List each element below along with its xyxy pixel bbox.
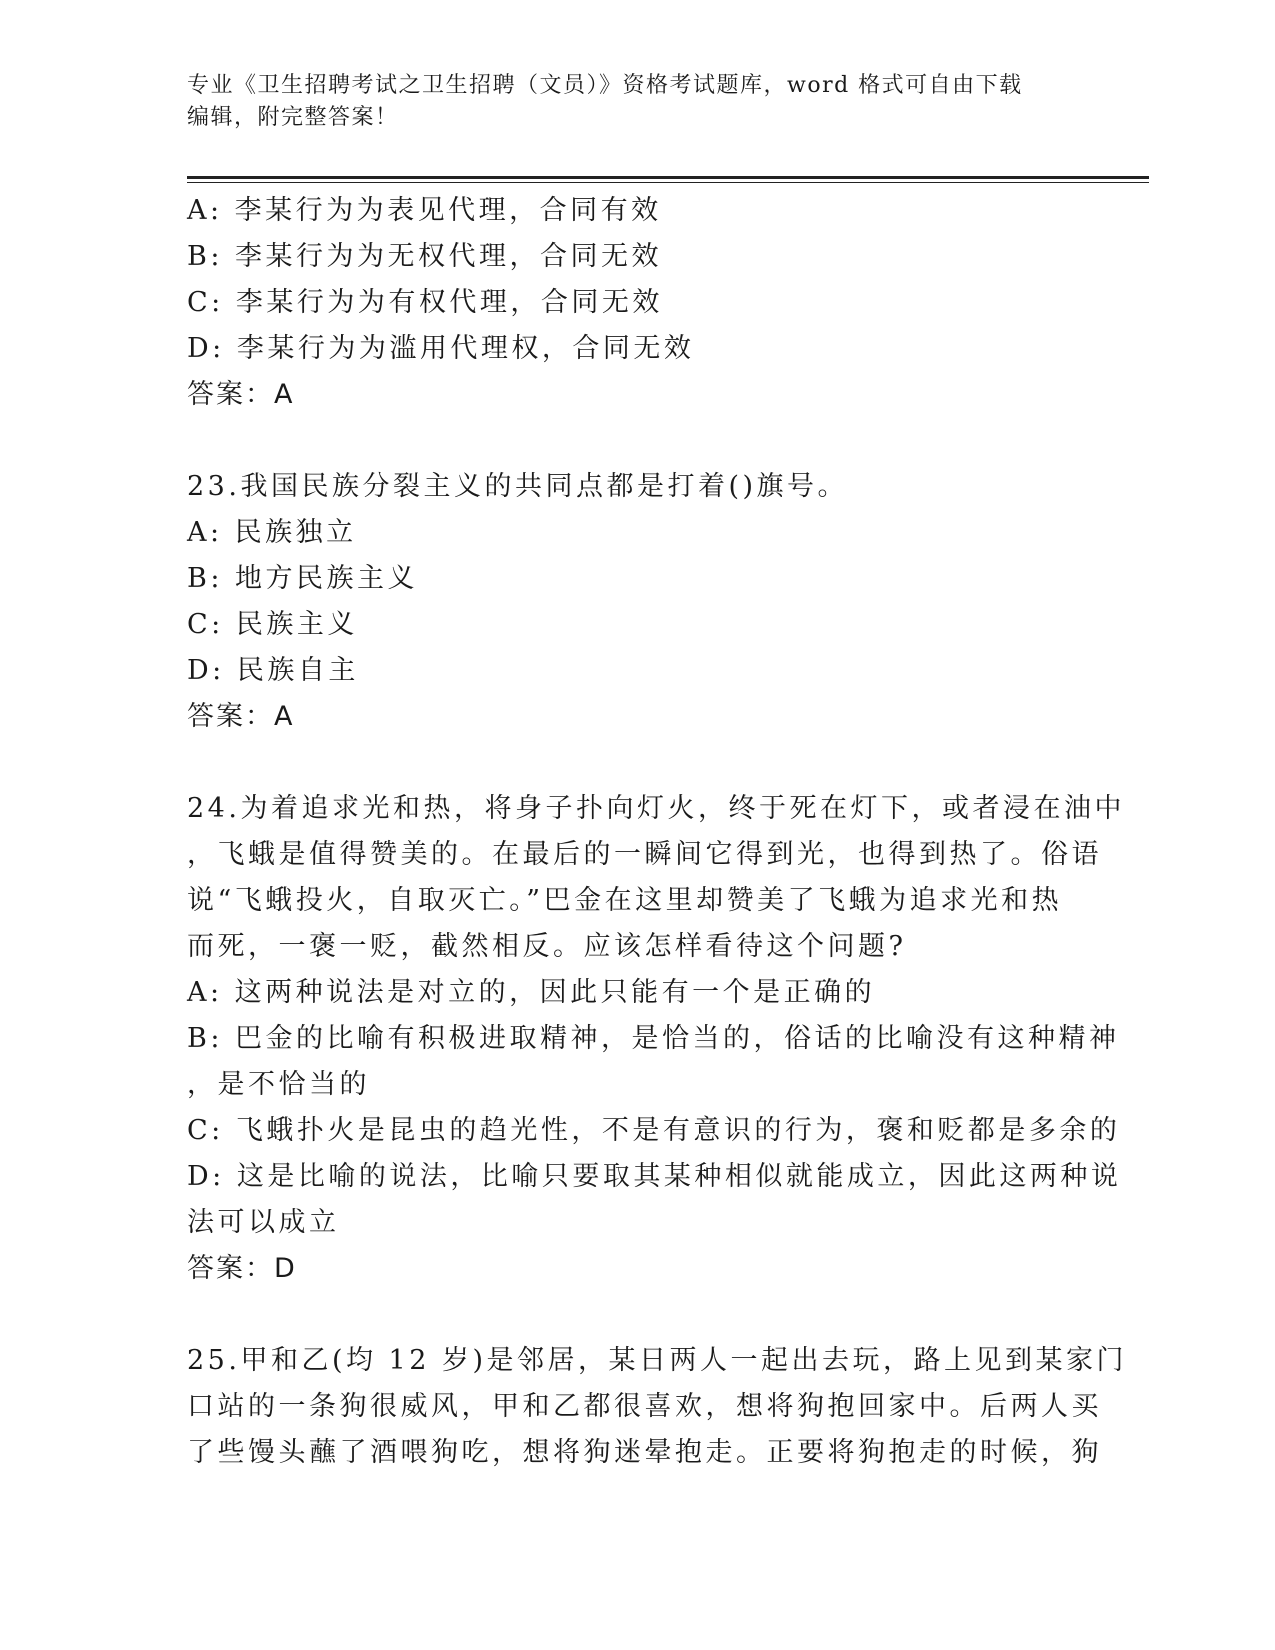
question-text-line: 25.甲和乙(均 12 岁)是邻居，某日两人一起出去玩，路上见到某家门 (187, 1345, 1128, 1376)
option-d-continued: 法可以成立 (187, 1207, 340, 1238)
option-c: C: 飞蛾扑火是昆虫的趋光性，不是有意识的行为，褒和贬都是多余的 (187, 1115, 1121, 1146)
question-23 (187, 464, 1087, 740)
question-text: 23.我国民族分裂主义的共同点都是打着()旗号。 (187, 471, 849, 502)
option-b: B: 巴金的比喻有积极进取精神，是恰当的，俗话的比喻没有这种精神 (187, 1023, 1120, 1054)
question-text-line: 24.为着追求光和热，将身子扑向灯火，终于死在灯下，或者浸在油中 (187, 793, 1125, 824)
option-a: A: 李某行为为表见代理，合同有效 (187, 195, 662, 226)
option-d: D: 民族自主 (187, 655, 359, 686)
question-text-line: 说“飞蛾投火，自取灭亡。”巴金在这里却赞美了飞蛾为追求光和热 (187, 885, 1063, 916)
answer-line: 答案：D (187, 1253, 297, 1284)
question-text-line: ，飞蛾是值得赞美的。在最后的一瞬间它得到光，也得到热了。俗语 (187, 839, 1102, 870)
option-a: A: 这两种说法是对立的，因此只能有一个是正确的 (187, 977, 876, 1008)
option-b: B: 地方民族主义 (187, 563, 419, 594)
option-b: B: 李某行为为无权代理，合同无效 (187, 241, 663, 272)
option-a: A: 民族独立 (187, 517, 357, 548)
option-d: D: 李某行为为滥用代理权，合同无效 (187, 333, 695, 364)
option-d: D: 这是比喻的说法，比喻只要取其某种相似就能成立，因此这两种说 (187, 1161, 1122, 1192)
header-line-1: 专业《卫生招聘考试之卫生招聘（文员）》资格考试题库，word 格式可自由下载 (187, 73, 1023, 98)
header-divider-thin (187, 182, 1149, 183)
question-text-line: 而死，一褒一贬，截然相反。应该怎样看待这个问题? (187, 931, 907, 962)
question-list (187, 188, 1128, 1476)
question-24 (187, 786, 1125, 1292)
document-header (187, 70, 1087, 134)
answer-line: 答案：A (187, 379, 295, 410)
question-text-line: 了些馒头蘸了酒喂狗吃，想将狗迷晕抱走。正要将狗抱走的时候，狗 (187, 1437, 1102, 1468)
option-b-continued: ，是不恰当的 (187, 1069, 370, 1100)
option-c: C: 民族主义 (187, 609, 358, 640)
question-text-line: 口站的一条狗很威风，甲和乙都很喜欢，想将狗抱回家中。后两人买 (187, 1391, 1102, 1422)
header-line-2: 编辑，附完整答案！ (187, 105, 399, 130)
header-divider-thick (187, 176, 1149, 179)
answer-line: 答案：A (187, 701, 295, 732)
question-25 (187, 1338, 1128, 1476)
question-22 (187, 188, 1087, 418)
option-c: C: 李某行为为有权代理，合同无效 (187, 287, 663, 318)
